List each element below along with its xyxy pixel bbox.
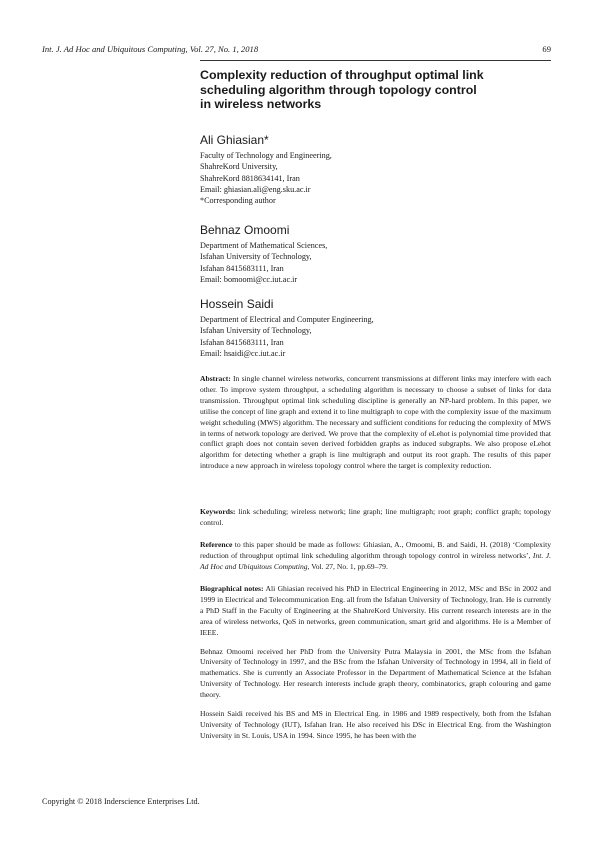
reference-label: Reference: [200, 540, 233, 549]
author-block-1: [200, 133, 551, 206]
journal-citation: Int. J. Ad Hoc and Ubiquitous Computing, Vol. 27, No. 1, 2018: [42, 44, 259, 54]
article-title: [200, 68, 551, 112]
bio-paragraph-3: Hossein Saidi received his BS and MS in Electrical Eng. in 1986 and 1989 respectively, both from the Isfahan University of Technology (IUT), Isfahan Iran. He also received his DSc in Electrical Eng. from the Washington University in St. Louis, USA in 1994. Since 1995, he has been with the: [200, 709, 551, 740]
bio-paragraph-2: Behnaz Omoomi received her PhD from the University Putra Malaysia in 2001, the MSc from the Isfahan University of Technology in 1997, and the BSc from the Isfahan University of Technology in 1994, all in field of mathematics. She is currently an Associate Professor in the Department of Mathematical Science at the Isfahan University of Technology. Her research interests include graph theory, combinatorics, graph colouring and game theory.: [200, 646, 551, 700]
author-email: Email: bomoomi@cc.iut.ac.ir: [200, 274, 298, 284]
title-line: Complexity reduction of throughput optimal link: [200, 68, 484, 82]
reference-journal: Int. J. Ad Hoc and Ubiquitous Computing: [200, 550, 551, 571]
author-affiliation: [200, 240, 551, 285]
affiliation-line: Faculty of Technology and Engineering,: [200, 151, 332, 160]
affiliation-line: Isfahan University of Technology,: [200, 326, 312, 336]
keywords: [200, 507, 551, 529]
keywords-label: Keywords:: [200, 507, 236, 516]
affiliation-line: Isfahan 8415683111, Iran: [200, 263, 284, 273]
author-name: Behnaz Omoomi: [200, 223, 290, 237]
bio-label: Biographical notes:: [200, 584, 264, 593]
page-number: 69: [542, 44, 551, 54]
affiliation-line: Isfahan University of Technology,: [200, 252, 312, 262]
abstract-label: Abstract:: [200, 374, 231, 383]
header-rule: [200, 60, 551, 61]
copyright-footer: Copyright © 2018 Inderscience Enterprises Ltd.: [42, 797, 200, 806]
bio-text: Ali Ghiasian received his PhD in Electrical Engineering in 2012, MSc and BSc in 2002 and 1999 in Electrical and Telecommunication Eng. all from the Isfahan University of Technology, Iran. He is currently a PhD Staff in the Faculty of Engineering at the ShahreKord University. His current research interests are in the area of wireless networks, QoS in networks, green communication, smart grid and algorithms. He is a Member of IEEE.: [200, 584, 551, 637]
abstract-text: In single channel wireless networks, concurrent transmissions at different links may interfere with each other. To improve system throughput, a scheduling algorithm is necessary to choose a subset of links for data transmission. Throughput optimal link scheduling discipline is generally an NP-hard problem. In this paper, we utilise the concept of line graph and extend it to line multigraph to cope with the complexity issue of the maximum weight scheduling (MWS) algorithm. The necessary and sufficient conditions for reducing the complexity of MWS in terms of network topology are derived. We prove that the complexity of eLehot is polynomial time provided that conflict graph does not contain seven derived forbidden graphs as induced subgraphs. We also propose eLehot algorithm for detecting whether a graph is line multigraph and output its root graph. The results of this paper introduce a new approach in wireless topology control where the target is complexity reduction.: [200, 374, 551, 471]
affiliation-line: Department of Mathematical Sciences,: [200, 241, 328, 250]
biographical-notes: [200, 584, 551, 742]
author-affiliation: [200, 314, 551, 359]
affiliation-line: ShahreKord 8818634141, Iran: [200, 173, 300, 183]
reference: [200, 540, 551, 573]
reference-volume: , Vol. 27, No. 1, pp.69–79.: [307, 561, 388, 571]
affiliation-line: Isfahan 8415683111, Iran: [200, 337, 284, 347]
reference-text: to this paper should be made as follows: Ghiasian, A., Omoomi, B. and Saidi, H. (2018) ‘Complexity reduction of throughput optimal link scheduling algorithm through topology control in wireless networks’,: [200, 540, 551, 560]
author-email: Email: hsaidi@cc.iut.ac.ir: [200, 348, 286, 358]
author-affiliation: [200, 150, 551, 206]
abstract: [200, 374, 551, 472]
author-name: Ali Ghiasian*: [200, 133, 269, 147]
affiliation-line: Department of Electrical and Computer Engineering,: [200, 315, 374, 324]
author-email: Email: ghiasian.ali@eng.sku.ac.ir: [200, 184, 311, 194]
author-block-2: [200, 223, 551, 285]
running-head: [42, 44, 551, 54]
title-line: scheduling algorithm through topology control: [200, 82, 477, 97]
author-block-3: [200, 297, 551, 359]
title-line: in wireless networks: [200, 97, 322, 112]
affiliation-line: ShahreKord University,: [200, 162, 278, 172]
keywords-text: link scheduling; wireless network; line graph; line multigraph; root graph; conflict graph; topology control.: [200, 507, 551, 527]
corresponding-note: *Corresponding author: [200, 196, 276, 206]
author-name: Hossein Saidi: [200, 297, 274, 311]
